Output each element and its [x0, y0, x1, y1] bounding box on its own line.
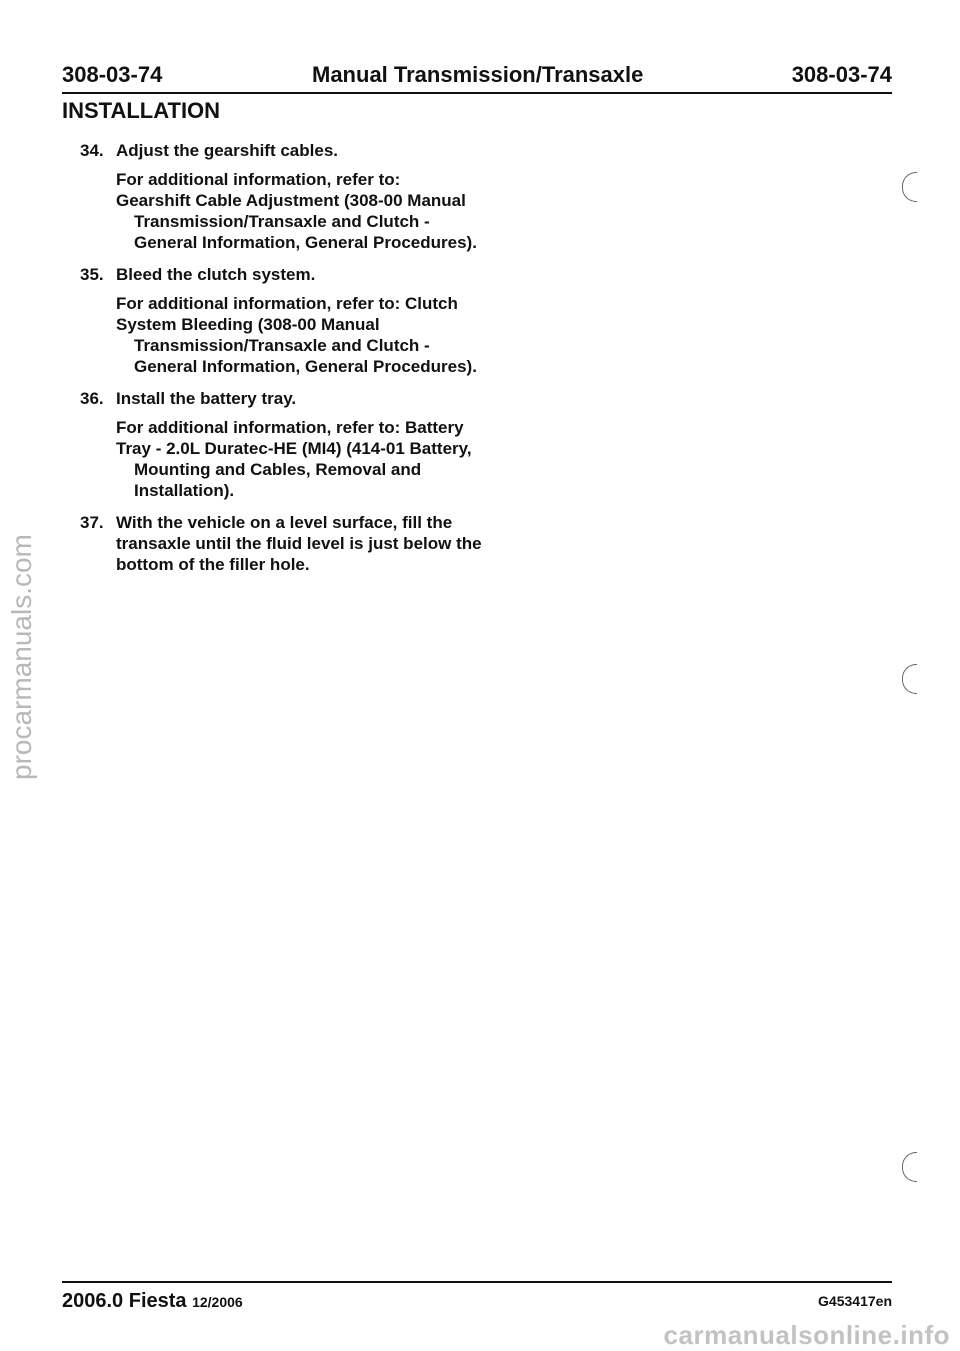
note-intro: For additional information, refer to: Battery: [116, 418, 464, 437]
step-text: Bleed the clutch system.: [116, 265, 316, 284]
side-watermark: procarmanuals.com: [6, 534, 37, 780]
step-number: 35.: [80, 265, 104, 284]
step-note: [116, 169, 490, 253]
step-number: 36.: [80, 389, 104, 408]
chapter-title: Manual Transmission/Transaxle: [312, 62, 644, 87]
binder-hole-mark-icon: [902, 1152, 917, 1182]
step-35: [80, 264, 490, 377]
procedure-steps: [80, 140, 490, 583]
step-text: Adjust the gearshift cables.: [116, 141, 338, 160]
page-header: [62, 58, 892, 92]
step-37: [80, 512, 490, 575]
note-reference: Gearshift Cable Adjustment (308-00 Manual Transmission/Transaxle and Clutch - General Information, General Procedures).: [116, 191, 477, 252]
step-text: With the vehicle on a level surface, fill the transaxle until the fluid level is just below the bottom of the filler hole.: [116, 513, 482, 574]
binder-hole-mark-icon: [902, 664, 917, 694]
bottom-watermark: carmanualsonline.info: [663, 1320, 950, 1350]
model-name: 2006.0 Fiesta: [62, 1290, 187, 1312]
step-34: [80, 140, 490, 253]
document-id: G453417en: [818, 1293, 892, 1309]
step-36: [80, 388, 490, 501]
page-footer: [62, 1290, 892, 1318]
vehicle-model: [62, 1290, 243, 1313]
note-reference: Tray - 2.0L Duratec-HE (MI4) (414-01 Battery, Mounting and Cables, Removal and Installation).: [116, 439, 472, 500]
step-note: [116, 417, 490, 501]
section-title: INSTALLATION: [62, 98, 221, 123]
publication-date: 12/2006: [192, 1294, 243, 1310]
note-intro: For additional information, refer to: Clutch: [116, 294, 458, 313]
binder-hole-mark-icon: [902, 172, 917, 202]
section-code-left: 308-03-74: [62, 62, 163, 87]
step-note: [116, 293, 490, 377]
section-code-right: 308-03-74: [791, 62, 892, 87]
note-intro: For additional information, refer to:: [116, 170, 401, 189]
note-reference: System Bleeding (308-00 Manual Transmission/Transaxle and Clutch - General Information, General Procedures).: [116, 315, 477, 376]
step-text: Install the battery tray.: [116, 389, 297, 408]
header-divider: [62, 92, 892, 94]
step-number: 34.: [80, 141, 104, 160]
footer-divider: [62, 1281, 892, 1283]
step-number: 37.: [80, 513, 104, 532]
